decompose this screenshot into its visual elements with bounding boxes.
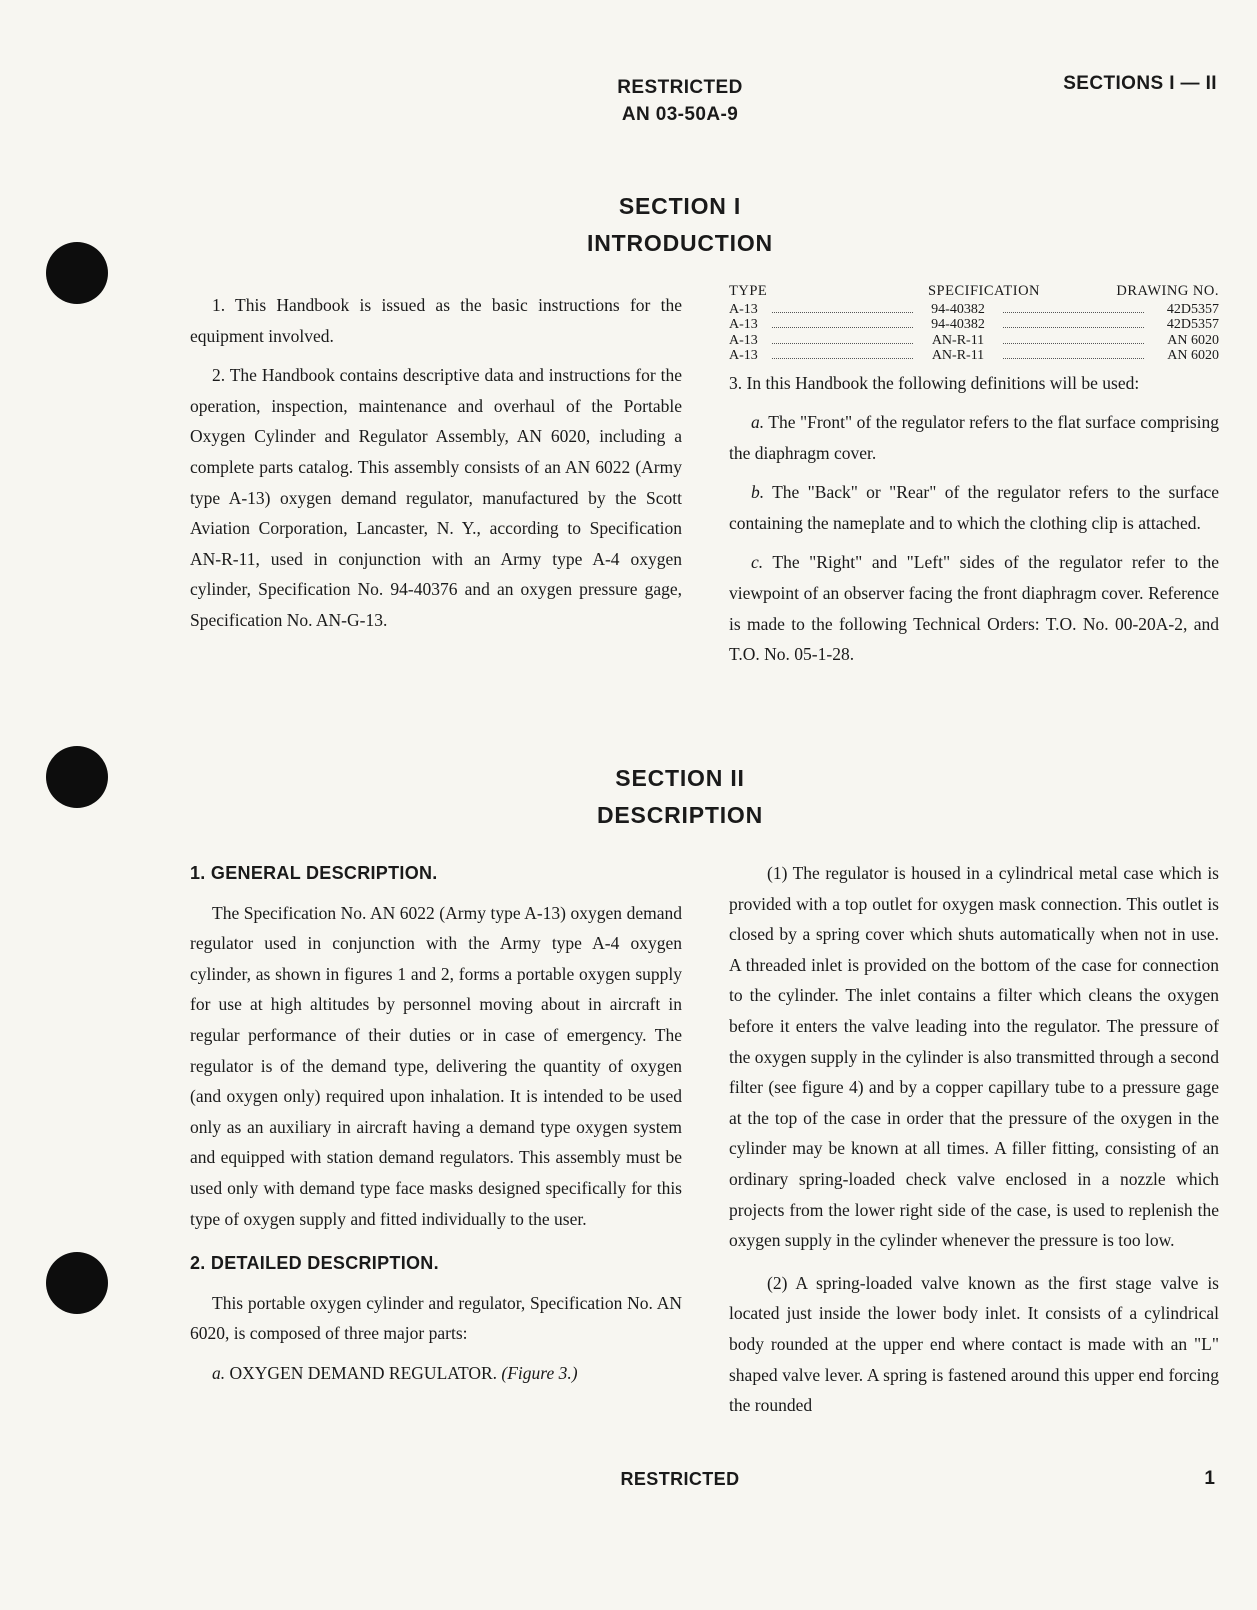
regulator-para-2: (2) A spring-loaded valve known as the first stage valve is located just inside the lower body inlet. It consists of a cylindrical body rounded at the upper end where contact is made with an "L" shaped valve lever. A spring is fastened around this upper end forcing the rounded [729,1272,1219,1416]
detailed-description-text: This portable oxygen cylinder and regulator, Specification No. AN 6020, is composed of three major parts: [190,1292,682,1344]
section1-title: INTRODUCTION [587,230,773,256]
section1-para2: 2. The Handbook contains descriptive data and instructions for the operation, inspection, maintenance and overhaul of the Portable Oxygen Cylinder and Regulator Assembly, AN 6020, including a complete parts catalog. This assembly consists of an AN 6022 (Army type A-13) oxygen demand regulator, manufactured by the Scott Aviation Corporation, Lancaster, N. Y., according to Specification AN-R-11, used in conjunction with an Army type A-4 oxygen cylinder, Specification No. 94-40376 and an oxygen pressure gage, Specification No. AN-G-13. [190,365,682,630]
section1-number: SECTION I [618,193,742,219]
section1-left-column [190,290,682,645]
col-header-specification: SPECIFICATION [927,283,1041,299]
page-number: 1 [1204,1468,1215,1489]
table-row: A-13 94-40382 42D5357 [729,317,1219,332]
drawing-table-header [729,284,1219,300]
general-description-heading: 1. GENERAL DESCRIPTION. [190,863,438,883]
table-row: A-13 AN-R-11 AN 6020 [729,348,1219,363]
section2-title: DESCRIPTION [597,802,763,828]
section2-left-column [190,858,682,1398]
section2-right-column [729,858,1219,1430]
section2-heading [380,760,980,834]
header-classification: RESTRICTED [617,77,743,98]
definition-b: b. The "Back" or "Rear" of the regulator refers to the surface containing the nameplate and to which the clothing clip is attached. [729,482,1219,533]
section1-para1: 1. This Handbook is issued as the basic instructions for the equipment involved. [190,295,682,346]
binder-hole-top [46,242,108,304]
section1-para3: 3. In this Handbook the following definitions will be used: [729,372,1140,393]
drawing-table [729,284,1219,364]
col-header-type: TYPE [729,283,768,299]
header-sections-label: SECTIONS I — II [1063,73,1217,94]
binder-hole-bottom [46,1252,108,1314]
general-description-text: The Specification No. AN 6022 (Army type A-13) oxygen demand regulator used in conjunction with the Army type A-4 oxygen cylinder, as shown in figures 1 and 2, forms a portable oxygen supply for use at high altitudes by personnel moving about in aircraft in regular performance of their duties or in case of emergency. The regulator is of the demand type, delivering the quantity of oxygen (and oxygen only) required upon inhalation. It is intended to be used only as an auxiliary in aircraft having a demand type oxygen system and equipped with station demand regulators. This assembly must be used only with demand type face masks designed specifically for this type of oxygen supply and fitted individually to the user. [190,902,682,1229]
binder-hole-middle [46,746,108,808]
item-a-regulator: a. OXYGEN DEMAND REGULATOR. (Figure 3.) [212,1362,578,1383]
table-row: A-13 AN-R-11 AN 6020 [729,332,1219,348]
definition-a: a. The "Front" of the regulator refers to the flat surface comprising the diaphragm cover. [729,412,1219,463]
definition-c: c. The "Right" and "Left" sides of the regulator refer to the viewpoint of an observer facing the front diaphragm cover. Reference is made to the following Technical Orders: T.O. No. 00-20A-2, and T.O. No. 05-1-28. [729,552,1219,665]
header-doc-number: AN 03-50A-9 [621,104,739,125]
page-header-center [560,74,800,128]
detailed-description-heading: 2. DETAILED DESCRIPTION. [190,1253,439,1274]
footer-classification: RESTRICTED [620,1469,740,1489]
section1-right-column [729,284,1219,679]
table-row: A-13 94-40382 42D5357 [729,301,1219,317]
section1-heading [380,188,980,262]
section2-number: SECTION II [615,765,745,791]
col-header-drawing-no: DRAWING NO. [1116,283,1219,299]
regulator-para-1: (1) The regulator is housed in a cylindrical metal case which is provided with a top outlet for oxygen mask connection. This outlet is closed by a spring cover which shuts automatically when not in use. A threaded inlet is provided on the bottom of the case for connection to the cylinder. The inlet contains a filter which cleans the oxygen before it enters the valve leading into the regulator. The pressure of the oxygen supply in the cylinder is also transmitted through a second filter (see figure 4) and by a copper capillary tube to a pressure gage at the top of the case in order that the pressure of the oxygen in the cylinder may be known at all times. A filler fitting, consisting of an ordinary spring-loaded check valve enclosed in a nozzle which projects from the lower right side of the case, is used to replenish the oxygen supply in the cylinder whenever the pressure is too low. [729,863,1219,1251]
